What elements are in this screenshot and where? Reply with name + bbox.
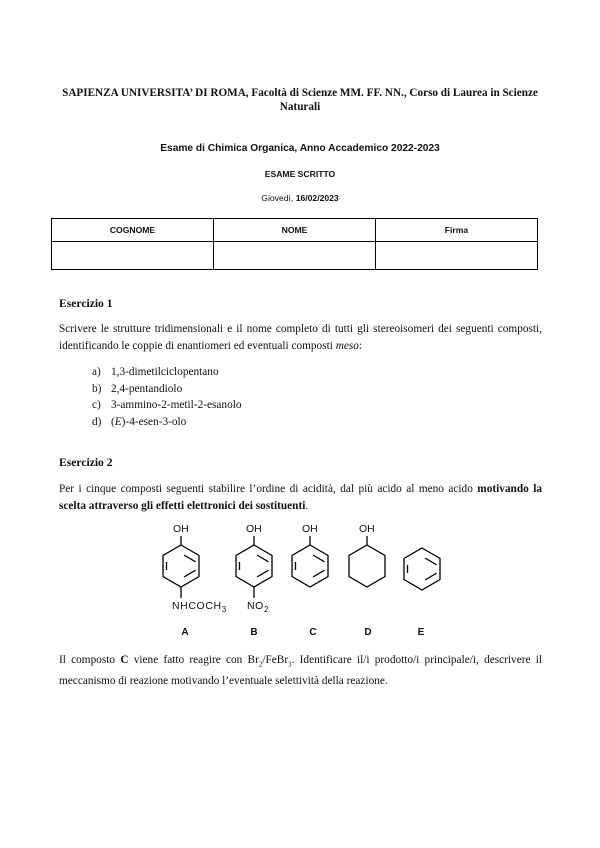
exam-title: Esame di Chimica Organica, Anno Accademico 2022-2023 [160, 143, 440, 154]
exercise2-intro-plain: Per i cinque composti seguenti stabilire l’ordine di acidità, dal più acido al meno acido [59, 483, 473, 495]
cognome-cell[interactable] [52, 242, 214, 270]
university-heading: SAPIENZA UNIVERSITA’ DI ROMA, Facoltà di Scienze MM. FF. NN., Corso di Laurea in Scienze Naturali [62, 87, 538, 113]
list-item-label: c) [92, 399, 101, 411]
exam-date [0, 193, 600, 203]
exercise2-intro: Per i cinque composti seguenti stabilire l’ordine di acidità, dal più acido al meno acido motivando la scelta attraverso gli effetti elettronici dei sostituenti. [59, 483, 542, 512]
firma-cell[interactable] [376, 242, 538, 270]
exercise2-title: Esercizio 2 [59, 456, 113, 469]
compound-d-top-group: OH [359, 523, 375, 535]
compound-b-structure [236, 536, 272, 598]
exercise1-title: Esercizio 1 [59, 297, 113, 310]
compound-c-top-group: OH [302, 523, 318, 535]
list-item-label: a) [92, 366, 101, 378]
list-item-text: (E)-4-esen-3-olo [111, 415, 187, 428]
identity-table [51, 218, 538, 270]
compound-c-reference: C [120, 654, 129, 666]
list-item [92, 414, 242, 431]
compound-d-structure [349, 536, 385, 587]
compound-a-label: A [181, 627, 189, 638]
compound-c-label: C [309, 627, 317, 638]
list-item-label: b) [92, 382, 102, 395]
compound-c-structure [292, 536, 328, 587]
compound-a-structure [163, 536, 199, 598]
compound-e-structure [404, 548, 440, 590]
exercise1-text-end: : [358, 339, 363, 352]
exercise2-intro-bold: motivando la scelta attraverso gli effetti elettronici dei sostituenti [59, 483, 542, 512]
compound-a-top-group: OH [173, 523, 189, 535]
list-item [92, 381, 242, 398]
header-firma: Firma [376, 219, 538, 242]
list-item-text: 3-ammino-2-metil-2-esanolo [111, 399, 242, 411]
compound-b-bottom-group: $NO_2$ [247, 600, 270, 615]
list-item-text: 1,3-dimetilciclopentano [111, 366, 219, 378]
compound-e-label: E [417, 627, 425, 638]
exam-date-value: 16/02/2023 [295, 193, 339, 203]
exam-type: ESAME SCRITTO [264, 169, 336, 179]
list-item [92, 397, 242, 414]
list-item-label: d) [92, 415, 102, 428]
list-item [92, 364, 242, 381]
exercise1-list [92, 364, 242, 430]
exercise1-text [59, 321, 542, 354]
exercise1-text-main: Scrivere le strutture tridimensionali e il nome completo di tutti gli stereoisomeri dei seguenti composti, identificando le coppie di enantiomeri ed eventuali composti [59, 323, 542, 352]
exercise2-followup: Il composto C viene fatto reagire con $Br_2/FeBr_3$. Identificare il/i prodotto/i principale/i, descrivere il meccanismo di reazione motivando l’eventuale selettività della reazione. [59, 654, 542, 687]
header-cognome: COGNOME [52, 219, 214, 242]
exercise1-text-italic: meso [335, 339, 359, 352]
compound-b-top-group: OH [246, 523, 262, 535]
compound-a-bottom-group: $NHCOCH_3$ [172, 600, 227, 615]
exam-date-day: Giovedì, [261, 193, 294, 203]
compound-d-label: D [364, 627, 372, 638]
nome-cell[interactable] [214, 242, 376, 270]
list-item-text: 2,4-pentandiolo [111, 382, 183, 395]
header-nome: NOME [214, 219, 376, 242]
compound-b-label: B [250, 627, 258, 638]
